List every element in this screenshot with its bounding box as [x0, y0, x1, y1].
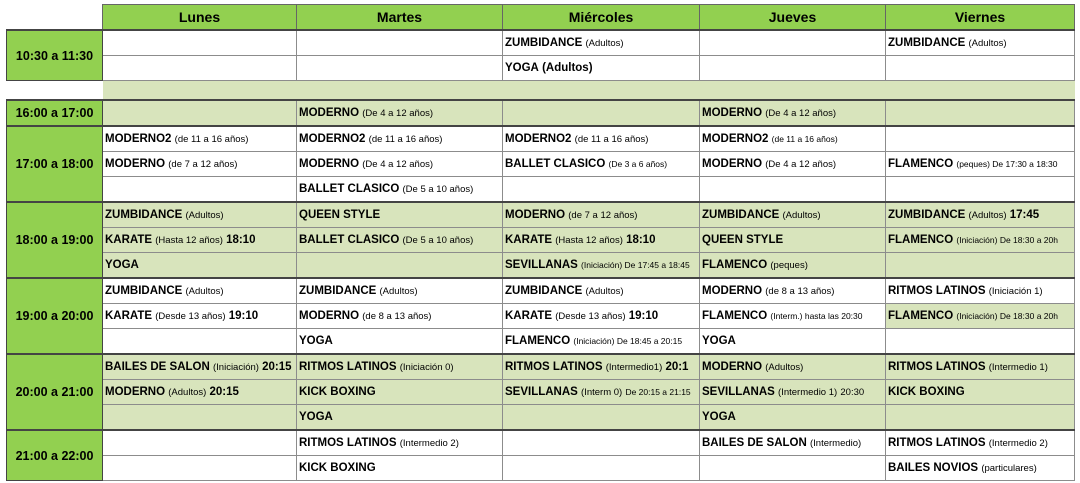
class-name: BALLET CLASICO	[505, 158, 606, 170]
schedule-row	[7, 126, 1075, 152]
class-name: ZUMBIDANCE	[505, 37, 583, 49]
class-detail: (De 4 a 12 años)	[765, 108, 837, 119]
class-name: KICK BOXING	[299, 386, 376, 398]
class-name: YOGA	[105, 259, 139, 271]
class-cell	[297, 354, 503, 380]
class-detail: (Iniciación 0)	[399, 362, 454, 373]
class-detail: (Iniciación) De 18:45 a 20:15	[573, 336, 683, 346]
class-detail: (Adultos)	[968, 38, 1007, 49]
class-detail: (peques) De 17:30 a 18:30	[956, 159, 1058, 169]
class-name: MODERNO	[299, 158, 360, 170]
schedule-row	[7, 354, 1075, 380]
class-detail: (de 7 a 12 años)	[168, 159, 238, 170]
class-cell	[503, 30, 700, 56]
class-name: MODERNO	[505, 209, 566, 221]
class-cell	[886, 228, 1075, 253]
class-detail: (de 11 a 16 años)	[174, 134, 249, 145]
class-name: YOGA	[505, 62, 539, 74]
class-cell	[700, 100, 886, 126]
class-cell	[103, 202, 297, 228]
class-cell	[103, 100, 297, 126]
class-name: SEVILLANAS	[505, 386, 578, 398]
class-cell	[297, 228, 503, 253]
class-name: MODERNO2	[505, 133, 572, 145]
class-detail: (Adultos)	[168, 387, 207, 398]
class-detail: (De 3 a 6 años)	[608, 159, 668, 169]
class-time-extra: 20:15	[262, 361, 292, 373]
class-name: RITMOS LATINOS	[888, 437, 986, 449]
class-name: MODERNO2	[702, 133, 769, 145]
schedule-row	[7, 152, 1075, 177]
day-header: Jueves	[700, 5, 886, 31]
class-name: BALLET CLASICO	[299, 234, 400, 246]
class-name: FLAMENCO	[505, 335, 571, 347]
class-name: ZUMBIDANCE	[105, 209, 183, 221]
class-name: ZUMBIDANCE	[299, 285, 377, 297]
class-cell	[700, 30, 886, 56]
class-name: MODERNO	[299, 107, 360, 119]
class-cell	[700, 304, 886, 329]
class-detail: (de 7 a 12 años)	[568, 210, 638, 221]
schedule-row	[7, 278, 1075, 304]
class-cell	[503, 405, 700, 431]
class-cell	[886, 152, 1075, 177]
class-time-extra: 19:10	[628, 310, 659, 322]
class-name: ZUMBIDANCE	[888, 37, 966, 49]
spacer-cell	[700, 81, 886, 101]
class-name: FLAMENCO	[888, 234, 954, 246]
class-name: BAILES DE SALON	[105, 361, 210, 373]
schedule-body	[7, 30, 1075, 481]
class-cell	[700, 456, 886, 481]
class-detail: (Desde 13 años)	[555, 311, 626, 322]
class-cell	[503, 329, 700, 355]
class-cell	[700, 202, 886, 228]
class-cell	[103, 278, 297, 304]
class-detail: (Iniciación)	[213, 362, 259, 373]
class-name: FLAMENCO	[888, 158, 954, 170]
class-detail: (Adultos)	[185, 210, 224, 221]
class-cell	[503, 177, 700, 203]
corner-cell	[7, 5, 103, 31]
class-name: ZUMBIDANCE	[888, 209, 966, 221]
spacer-row	[7, 81, 1075, 101]
time-slot: 10:30 a 11:30	[7, 30, 103, 81]
class-cell	[700, 354, 886, 380]
class-detail: (Interm.) hasta las 20:30	[770, 311, 863, 321]
spacer-cell	[103, 81, 297, 101]
class-name: FLAMENCO	[702, 310, 768, 322]
class-name: MODERNO	[702, 361, 763, 373]
class-name: MODERNO	[702, 158, 763, 170]
class-detail: (Iniciación) De 18:30 a 20h	[956, 235, 1058, 245]
class-time-extra: 20:1	[665, 361, 689, 373]
class-cell	[103, 329, 297, 355]
class-name: KARATE	[505, 234, 553, 246]
class-cell	[103, 56, 297, 81]
class-detail: (Adultos)	[379, 286, 418, 297]
class-detail: (Adultos)	[765, 362, 804, 373]
class-time-extra: (Adultos)	[542, 62, 593, 74]
class-cell	[297, 430, 503, 456]
schedule-row	[7, 304, 1075, 329]
time-slot: 18:00 a 19:00	[7, 202, 103, 278]
class-detail: (Intermedio)	[810, 438, 862, 449]
class-cell	[886, 278, 1075, 304]
time-slot: 20:00 a 21:00	[7, 354, 103, 430]
class-cell	[503, 152, 700, 177]
class-detail: (Adultos)	[585, 38, 624, 49]
class-cell	[886, 30, 1075, 56]
class-name: MODERNO2	[299, 133, 366, 145]
class-cell	[700, 126, 886, 152]
schedule-row	[7, 202, 1075, 228]
class-detail: (de 11 a 16 años)	[368, 134, 443, 145]
class-detail: (particulares)	[981, 463, 1037, 474]
class-cell	[700, 152, 886, 177]
class-cell	[886, 202, 1075, 228]
class-name: MODERNO	[702, 285, 763, 297]
day-header: Miércoles	[503, 5, 700, 31]
class-name: BAILES NOVIOS	[888, 462, 979, 474]
class-name: FLAMENCO	[888, 310, 954, 322]
class-cell	[297, 202, 503, 228]
class-detail: (Intermedio 2)	[988, 438, 1048, 449]
schedule-row	[7, 56, 1075, 81]
class-detail: (Adultos)	[185, 286, 224, 297]
time-slot: 17:00 a 18:00	[7, 126, 103, 202]
class-cell	[103, 304, 297, 329]
class-name: RITMOS LATINOS	[299, 437, 397, 449]
class-name: ZUMBIDANCE	[702, 209, 780, 221]
class-cell	[886, 456, 1075, 481]
class-detail: 20:30	[840, 387, 865, 398]
class-name: SEVILLANAS	[505, 259, 578, 271]
class-cell	[886, 304, 1075, 329]
class-cell	[297, 253, 503, 279]
class-cell	[297, 304, 503, 329]
class-detail: (Intermedio1)	[605, 362, 663, 373]
class-cell	[503, 202, 700, 228]
class-time-extra: 18:10	[226, 234, 256, 246]
class-name: BALLET CLASICO	[299, 183, 400, 195]
class-cell	[103, 228, 297, 253]
schedule-row	[7, 30, 1075, 56]
class-cell	[886, 177, 1075, 203]
time-slot: 19:00 a 20:00	[7, 278, 103, 354]
schedule-row	[7, 228, 1075, 253]
class-cell	[503, 56, 700, 81]
schedule-row	[7, 329, 1075, 355]
class-cell	[297, 278, 503, 304]
class-cell	[297, 100, 503, 126]
class-cell	[886, 430, 1075, 456]
schedule-row	[7, 456, 1075, 481]
class-name: RITMOS LATINOS	[888, 361, 986, 373]
class-cell	[103, 30, 297, 56]
class-detail: (Iniciación) De 18:30 a 20h	[956, 311, 1058, 321]
class-detail: (Hasta 12 años)	[155, 235, 223, 246]
class-detail: (De 4 a 12 años)	[362, 108, 434, 119]
schedule-row	[7, 177, 1075, 203]
class-detail: (De 5 a 10 años)	[402, 235, 474, 246]
day-header: Lunes	[103, 5, 297, 31]
class-cell	[886, 126, 1075, 152]
class-cell	[503, 430, 700, 456]
class-name: KICK BOXING	[888, 386, 965, 398]
class-cell	[503, 100, 700, 126]
class-name: QUEEN STYLE	[702, 234, 784, 246]
class-cell	[700, 405, 886, 431]
class-cell	[886, 329, 1075, 355]
class-cell	[700, 56, 886, 81]
class-cell	[297, 380, 503, 405]
header-row	[7, 5, 1075, 31]
class-detail: (de 8 a 13 años)	[362, 311, 432, 322]
class-name: KARATE	[105, 310, 153, 322]
time-slot: 16:00 a 17:00	[7, 100, 103, 126]
spacer-cell	[503, 81, 700, 101]
schedule-row	[7, 380, 1075, 405]
class-detail: (peques)	[770, 260, 808, 271]
class-detail: (Intermedio 2)	[399, 438, 459, 449]
class-cell	[297, 405, 503, 431]
class-cell	[103, 152, 297, 177]
class-name: SEVILLANAS	[702, 386, 775, 398]
class-cell	[886, 354, 1075, 380]
class-name: QUEEN STYLE	[299, 209, 381, 221]
class-time-extra: 17:45	[1009, 209, 1040, 221]
class-time-extra: 18:10	[626, 234, 656, 246]
class-cell	[297, 30, 503, 56]
spacer-cell	[886, 81, 1075, 101]
class-cell	[886, 405, 1075, 431]
class-detail: (Intermedio 1)	[778, 387, 838, 398]
class-cell	[103, 126, 297, 152]
class-name: MODERNO2	[105, 133, 172, 145]
time-slot: 21:00 a 22:00	[7, 430, 103, 481]
class-cell	[103, 253, 297, 279]
class-time-extra: 20:15	[209, 386, 239, 398]
class-cell	[503, 278, 700, 304]
class-cell	[700, 329, 886, 355]
class-detail: (Interm 0)	[581, 387, 623, 398]
class-cell	[297, 126, 503, 152]
class-detail: (de 11 a 16 años)	[574, 134, 649, 145]
class-detail: (Adultos)	[585, 286, 624, 297]
class-name: YOGA	[299, 411, 333, 423]
schedule-sheet	[6, 4, 1074, 481]
class-name: MODERNO	[105, 386, 166, 398]
class-detail: (De 4 a 12 años)	[362, 159, 434, 170]
class-cell	[297, 456, 503, 481]
class-name: KARATE	[105, 234, 153, 246]
class-schedule: De 20:15 a 21:15	[625, 387, 691, 397]
class-detail: (De 5 a 10 años)	[402, 184, 474, 195]
class-cell	[700, 430, 886, 456]
class-cell	[886, 253, 1075, 279]
class-detail: (De 4 a 12 años)	[765, 159, 837, 170]
schedule-row	[7, 430, 1075, 456]
class-cell	[886, 380, 1075, 405]
class-detail: (Iniciación) De 17:45 a 18:45	[581, 260, 690, 270]
class-name: BAILES DE SALON	[702, 437, 807, 449]
class-name: FLAMENCO	[702, 259, 768, 271]
class-name: YOGA	[299, 335, 333, 347]
class-detail: (Intermedio 1)	[988, 362, 1048, 373]
class-cell	[700, 228, 886, 253]
class-name: RITMOS LATINOS	[505, 361, 603, 373]
class-detail: (Desde 13 años)	[155, 311, 226, 322]
class-detail: (de 8 a 13 años)	[765, 286, 835, 297]
spacer-cell	[7, 81, 103, 101]
class-detail: (de 11 a 16 años)	[771, 134, 838, 144]
class-name: MODERNO	[105, 158, 166, 170]
class-name: ZUMBIDANCE	[505, 285, 583, 297]
class-cell	[103, 456, 297, 481]
class-cell	[103, 430, 297, 456]
class-name: MODERNO	[702, 107, 763, 119]
class-detail: (Iniciación 1)	[988, 286, 1043, 297]
class-cell	[103, 354, 297, 380]
class-cell	[503, 304, 700, 329]
class-detail: (Hasta 12 años)	[555, 235, 623, 246]
class-name: RITMOS LATINOS	[299, 361, 397, 373]
schedule-row	[7, 100, 1075, 126]
class-cell	[503, 456, 700, 481]
day-header: Viernes	[886, 5, 1075, 31]
schedule-row	[7, 405, 1075, 431]
class-cell	[886, 100, 1075, 126]
class-cell	[503, 228, 700, 253]
class-cell	[700, 278, 886, 304]
class-cell	[503, 354, 700, 380]
class-cell	[700, 253, 886, 279]
spacer-cell	[297, 81, 503, 101]
class-cell	[297, 329, 503, 355]
class-detail: (Adultos)	[968, 210, 1007, 221]
class-cell	[886, 56, 1075, 81]
class-cell	[297, 177, 503, 203]
class-name: ZUMBIDANCE	[105, 285, 183, 297]
class-cell	[700, 177, 886, 203]
class-name: YOGA	[702, 335, 736, 347]
class-cell	[503, 253, 700, 279]
class-cell	[503, 380, 700, 405]
class-cell	[103, 177, 297, 203]
day-header: Martes	[297, 5, 503, 31]
class-cell	[103, 380, 297, 405]
class-name: KARATE	[505, 310, 553, 322]
class-cell	[297, 152, 503, 177]
class-name: MODERNO	[299, 310, 360, 322]
class-cell	[297, 56, 503, 81]
class-cell	[503, 126, 700, 152]
class-cell	[103, 405, 297, 431]
class-name: KICK BOXING	[299, 462, 376, 474]
class-cell	[700, 380, 886, 405]
class-time-extra: 19:10	[228, 310, 259, 322]
class-detail: (Adultos)	[782, 210, 821, 221]
schedule-row	[7, 253, 1075, 279]
class-name: YOGA	[702, 411, 736, 423]
schedule-table	[6, 4, 1075, 481]
class-name: RITMOS LATINOS	[888, 285, 986, 297]
